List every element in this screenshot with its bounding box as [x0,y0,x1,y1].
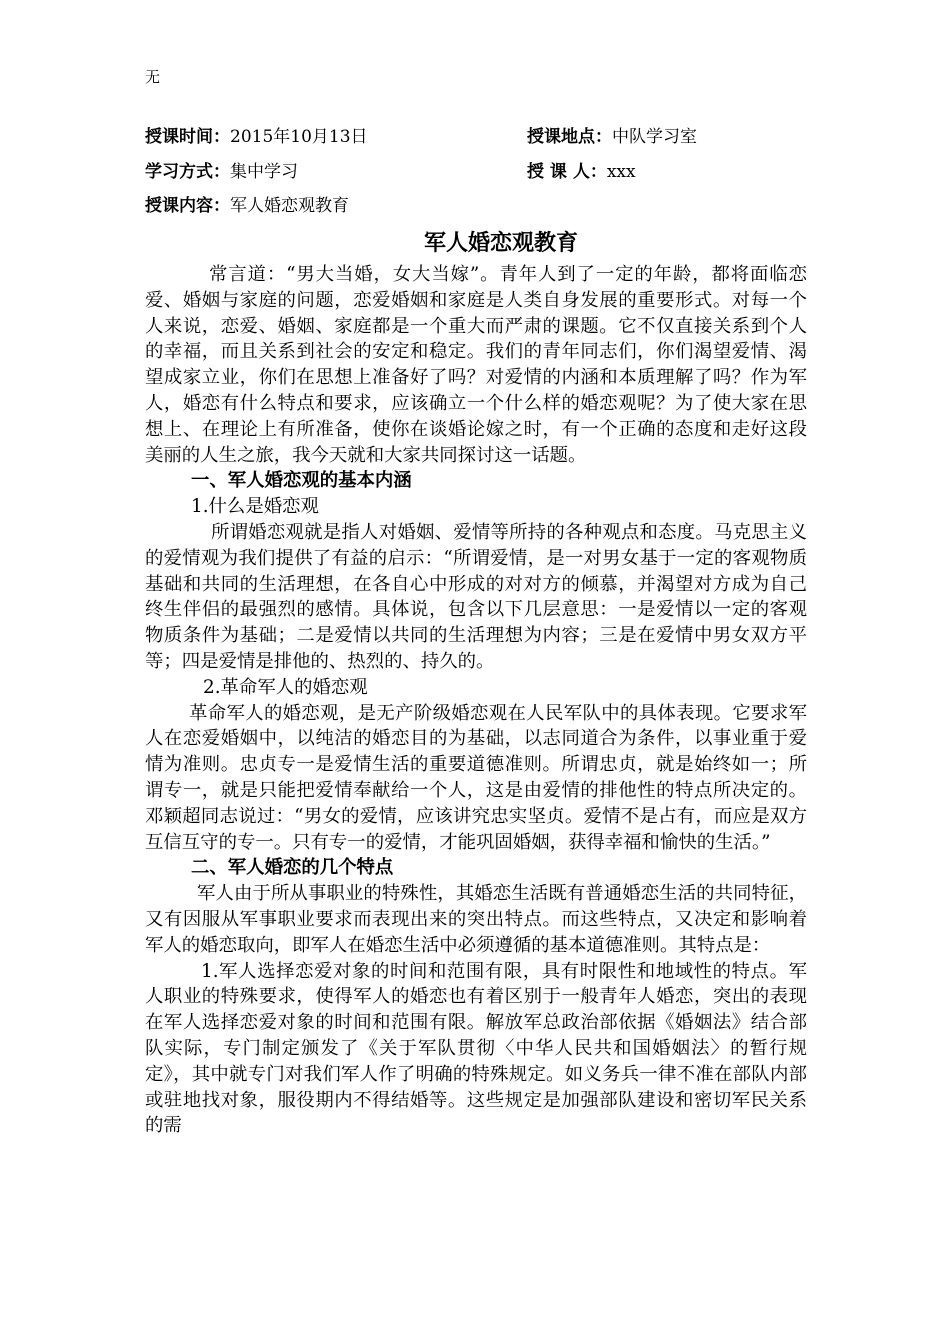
meta-method-value: 集中学习 [230,162,298,182]
subsection-heading-1-2: 2.革命军人的婚恋观 [203,676,368,698]
page-header-mark: 无 [145,68,161,86]
paragraph-intro: 常言道：“男大当婚，女大当嫁”。青年人到了一定的年龄，都将面临恋爱、婚姻与家庭的问题，恋爱婚姻和家庭是人类自身发展的重要形式。对每一个人来说，恋爱、婚姻、家庭都是一个重大而严肃的课题。它不仅直接关系到个人的幸福，而且关系到社会的安定和稳定。我们的青年同志们，你们渴望爱情、渴望成家立业，你们在思想上准备好了吗？对爱情的内涵和本质理解了吗？作为军人，婚恋有什么特点和要求，应该确立一个什么样的婚恋观呢？为了使大家在思想上、在理论上有所准备，使你在谈婚论嫁之时，有一个正确的态度和走好这段美丽的人生之旅，我今天就和大家共同探讨这一话题。 [145,264,807,466]
meta-time [145,126,368,148]
paragraph-2-1: 1.军人选择恋爱对象的时间和范围有限，具有时限性和地域性的特点。军人职业的特殊要求，使得军人的婚恋也有着区别于一般青年人婚恋，突出的表现在军人选择恋爱对象的时间和范围有限。解放军总政治部依据《婚姻法》结合部队实际，专门制定颁发了《关于军队贯彻〈中华人民共和国婚姻法〉的暂行规定》，其中就专门对我们军人作了明确的特殊规定。如义务兵一律不准在部队内部或驻地找对象，服役期内不得结婚等。这些规定是加强部队建设和密切军民关系的需 [145,960,807,1137]
document-body [145,262,807,1139]
meta-teacher-label: 授 课 人： [527,162,607,182]
section-heading-2: 二、军人婚恋的几个特点 [191,857,394,879]
meta-time-label: 授课时间： [145,127,230,147]
meta-place [527,126,697,148]
meta-content [145,195,349,217]
meta-method [145,161,298,183]
meta-method-label: 学习方式： [145,162,230,182]
meta-time-value: 2015年10月13日 [230,127,368,147]
document-title: 军人婚恋观教育 [423,230,578,256]
subsection-heading-1-1: 1.什么是婚恋观 [191,496,319,518]
section-heading-1: 一、军人婚恋观的基本内涵 [191,470,412,492]
meta-teacher [527,161,636,183]
meta-content-label: 授课内容： [145,196,230,216]
meta-place-value: 中队学习室 [612,127,697,147]
meta-place-label: 授课地点： [527,127,612,147]
meta-teacher-value: xxx [606,162,636,182]
paragraph-1-2: 革命军人的婚恋观，是无产阶级婚恋观在人民军队中的具体表现。它要求军人在恋爱婚姻中，以纯洁的婚恋目的为基础，以志同道合为条件，以事业重于爱情为准则。忠贞专一是爱情生活的重要道德准则。所谓忠贞，就是始终如一；所谓专一，就是只能把爱情奉献给一个人，这是由爱情的排他性的特点所决定的。邓颖超同志说过：“男女的爱情，应该讲究忠实坚贞。爱情不是占有，而应是双方互信互守的专一。只有专一的爱情，才能巩固婚姻，获得幸福和愉快的生活。” [145,702,807,853]
paragraph-1-1: 所谓婚恋观就是指人对婚姻、爱情等所持的各种观点和态度。马克思主义的爱情观为我们提供了有益的启示：“所谓爱情，是一对男女基于一定的客观物质基础和共同的生活理想，在各自心中形成的对对方的倾慕，并渴望对方成为自己终生伴侣的最强烈的感情。具体说，包含以下几层意思：一是爱情以一定的客观物质条件为基础；二是爱情以共同的生活理想为内容；三是在爱情中男女双方平等；四是爱情是排他的、热烈的、持久的。 [145,521,807,672]
paragraph-2-intro: 军人由于所从事职业的特殊性，其婚恋生活既有普通婚恋生活的共同特征，又有因服从军事职业要求而表现出来的突出特点。而这些特点，又决定和影响着军人的婚恋取向，即军人在婚恋生活中必须遵循的基本道德准则。其特点是： [145,883,807,956]
meta-content-value: 军人婚恋观教育 [230,196,349,216]
